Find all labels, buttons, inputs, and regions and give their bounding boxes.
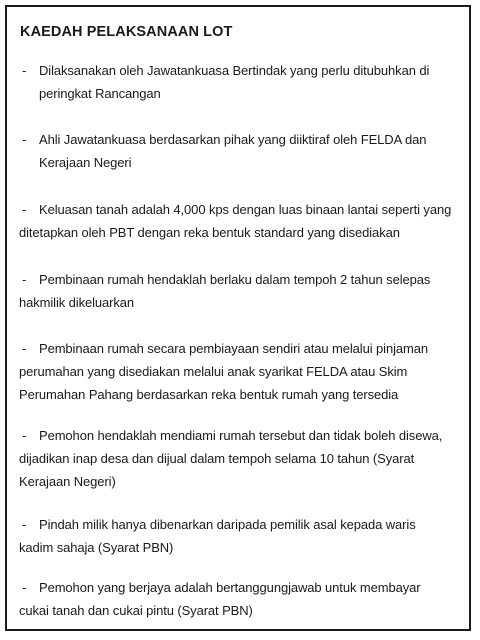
list-item-text: Pemohon yang berjaya adalah bertanggungjawab untuk membayar cukai tanah dan cukai pintu (Syarat PBN) xyxy=(19,580,421,618)
list-item-text: Pembinaan rumah hendaklah berlaku dalam tempoh 2 tahun selepas hakmilik dikeluarkan xyxy=(19,272,431,310)
document-frame xyxy=(5,5,471,631)
list-item-text: Dilaksanakan oleh Jawatankuasa Bertindak yang perlu ditubuhkan di peringkat Rancangan xyxy=(39,63,430,101)
list-item-text: Pemohon hendaklah mendiami rumah tersebut dan tidak boleh disewa, dijadikan inap desa dan dijual dalam tempoh selama 10 tahun (Syarat Kerajaan Negeri) xyxy=(19,428,443,489)
list-item-text: Keluasan tanah adalah 4,000 kps dengan luas binaan lantai seperti yang ditetapkan oleh PBT dengan reka bentuk standard yang disediakan xyxy=(19,202,452,240)
document-title: KAEDAH PELAKSANAAN LOT xyxy=(20,24,233,40)
bullet-dash: - xyxy=(22,341,27,356)
bullet-dash: - xyxy=(22,202,27,217)
bullet-dash: - xyxy=(22,272,27,287)
list-item-text: Pindah milik hanya dibenarkan daripada pemilik asal kepada waris kadim sahaja (Syarat PBN) xyxy=(19,517,416,555)
bullet-dash: - xyxy=(22,63,27,78)
list-item-text: Ahli Jawatankuasa berdasarkan pihak yang diiktiraf oleh FELDA dan Kerajaan Negeri xyxy=(39,132,427,170)
bullet-dash: - xyxy=(22,517,27,532)
bullet-dash: - xyxy=(22,428,27,443)
list-item-text: Pembinaan rumah secara pembiayaan sendiri atau melalui pinjaman perumahan yang disediakan melalui anak syarikat FELDA atau Skim Perumahan Pahang berdasarkan reka bentuk rumah yang tersedia xyxy=(19,341,428,402)
bullet-dash: - xyxy=(22,580,27,595)
bullet-dash: - xyxy=(22,132,27,147)
